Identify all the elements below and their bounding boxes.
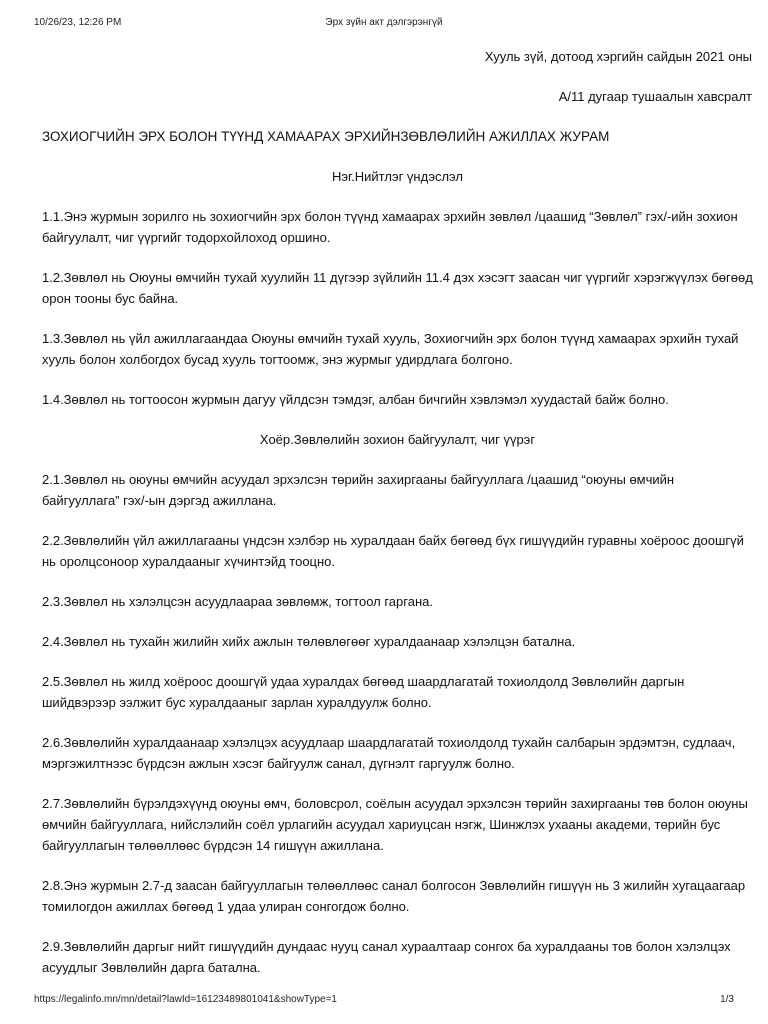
source-url[interactable]: https://legalinfo.mn/mn/detail?lawId=16123489801041&showType=1 (34, 994, 337, 1005)
print-page-title: Эрх зүйн акт дэлгэрэнгүй (325, 17, 443, 28)
paragraph-2-4: 2.4.Зөвлөл нь тухайн жилийн хийх ажлын төлөвлөгөөг хуралдаанаар хэлэлцэн батална. (42, 634, 576, 649)
paragraph-1-2: 1.2.Зөвлөл нь Оюуны өмчийн тухай хуулийн 11 дүгээр зүйлийн 11.4 дэх хэсэгт заасан чиг үүргийг хэрэгжүүлэх бөгөөд орон тооны бус байна. (42, 270, 753, 306)
section-1-heading: Нэг.Нийтлэг үндэслэл (331, 169, 463, 184)
paragraph-2-1: 2.1.Зөвлөл нь оюуны өмчийн асуудал эрхэлсэн төрийн захиргааны байгууллага /цаашид “оюуны өмчийн байгууллага” гэх/-ын дэргэд ажиллана. (42, 472, 675, 508)
section-2-heading: Хоёр.Зөвлөлийн зохион байгуулалт, чиг үүрэг (259, 432, 536, 447)
approval-line-2: А/11 дугаар тушаалын хавсралт (558, 89, 752, 104)
paragraph-2-2: 2.2.Зөвлөлийн үйл ажиллагааны үндсэн хэлбэр нь хуралдаан байх бөгөөд бүх гишүүдийн гуравны хоёроос доошгүй нь оролцсоноор хуралдааныг хүчинтэйд тооцно. (42, 533, 744, 569)
page-number: 1/3 (720, 994, 734, 1005)
paragraph-1-3: 1.3.Зөвлөл нь үйл ажиллагаандаа Оюуны өмчийн тухай хууль, Зохиогчийн эрх болон түүнд хамаарах эрхийн тухай хууль болон холбогдох бусад хууль тогтоомж, энэ журмыг удирдлага болгоно. (42, 331, 739, 367)
document-title: ЗОХИОГЧИЙН ЭРХ БОЛОН ТҮҮНД ХАМААРАХ ЭРХИЙНЗӨВЛӨЛИЙН АЖИЛЛАХ ЖУРАМ (42, 129, 610, 144)
paragraph-2-6: 2.6.Зөвлөлийн хуралдаанаар хэлэлцэх асуудлаар шаардлагатай тохиолдолд тухайн салбарын эрдэмтэн, судлаач, мэргэжилтнээс бүрдсэн ажлын хэсэг байгуулж санал, дүгнэлт гаргуулж болно. (42, 735, 736, 771)
paragraph-1-4: 1.4.Зөвлөл нь тогтоосон журмын дагуу үйлдсэн тэмдэг, албан бичгийн хэвлэмэл хуудастай байж болно. (42, 392, 669, 407)
print-footer (34, 994, 734, 1008)
paragraph-2-7: 2.7.Зөвлөлийн бүрэлдэхүүнд оюуны өмч, боловсрол, соёлын асуудал эрхэлсэн төрийн захиргааны төв болон оюуны өмчийн байгууллага, нийслэлийн соёл урлагийн асуудал хариуцсан нэгж, Шинжлэх ухааны академи, төрийн бус байгууллагын төлөөллөөс бүрдсэн 14 гишүүн ажиллана. (42, 796, 748, 853)
paragraph-2-3: 2.3.Зөвлөл нь хэлэлцсэн асуудлаараа зөвлөмж, тогтоол гаргана. (42, 594, 433, 609)
paragraph-2-5: 2.5.Зөвлөл нь жилд хоёроос доошгүй удаа хуралдах бөгөөд шаардлагатай тохиолдолд Зөвлөлийн даргын шийдвэрээр ээлжит бус хуралдааныг зарлан хуралдуулж болно. (42, 674, 685, 710)
print-date: 10/26/23, 12:26 PM (34, 17, 122, 28)
print-header (34, 17, 734, 31)
approval-line-1: Хууль зүй, дотоод хэргийн сайдын 2021 оны (484, 49, 752, 64)
paragraph-2-8: 2.8.Энэ журмын 2.7-д заасан байгууллагын төлөөллөөс санал болгосон Зөвлөлийн гишүүн нь 3 жилийн хугацаагаар томилогдон ажиллах бөгөөд 1 удаа улиран сонгогдож болно. (42, 878, 746, 914)
document-body (42, 46, 753, 978)
paragraph-2-9: 2.9.Зөвлөлийн даргыг нийт гишүүдийн дундаас нууц санал хураалтаар сонгох ба хуралдааны тов болон хэлэлцэх асуудлыг Зөвлөлийн дарга батална. (42, 939, 731, 975)
paragraph-1-1: 1.1.Энэ журмын зорилго нь зохиогчийн эрх болон түүнд хамаарах эрхийн зөвлөл /цаашид “Зөвлөл” гэх/-ийн зохион байгуулалт, чиг үүргийг тодорхойлоход оршино. (42, 209, 738, 245)
